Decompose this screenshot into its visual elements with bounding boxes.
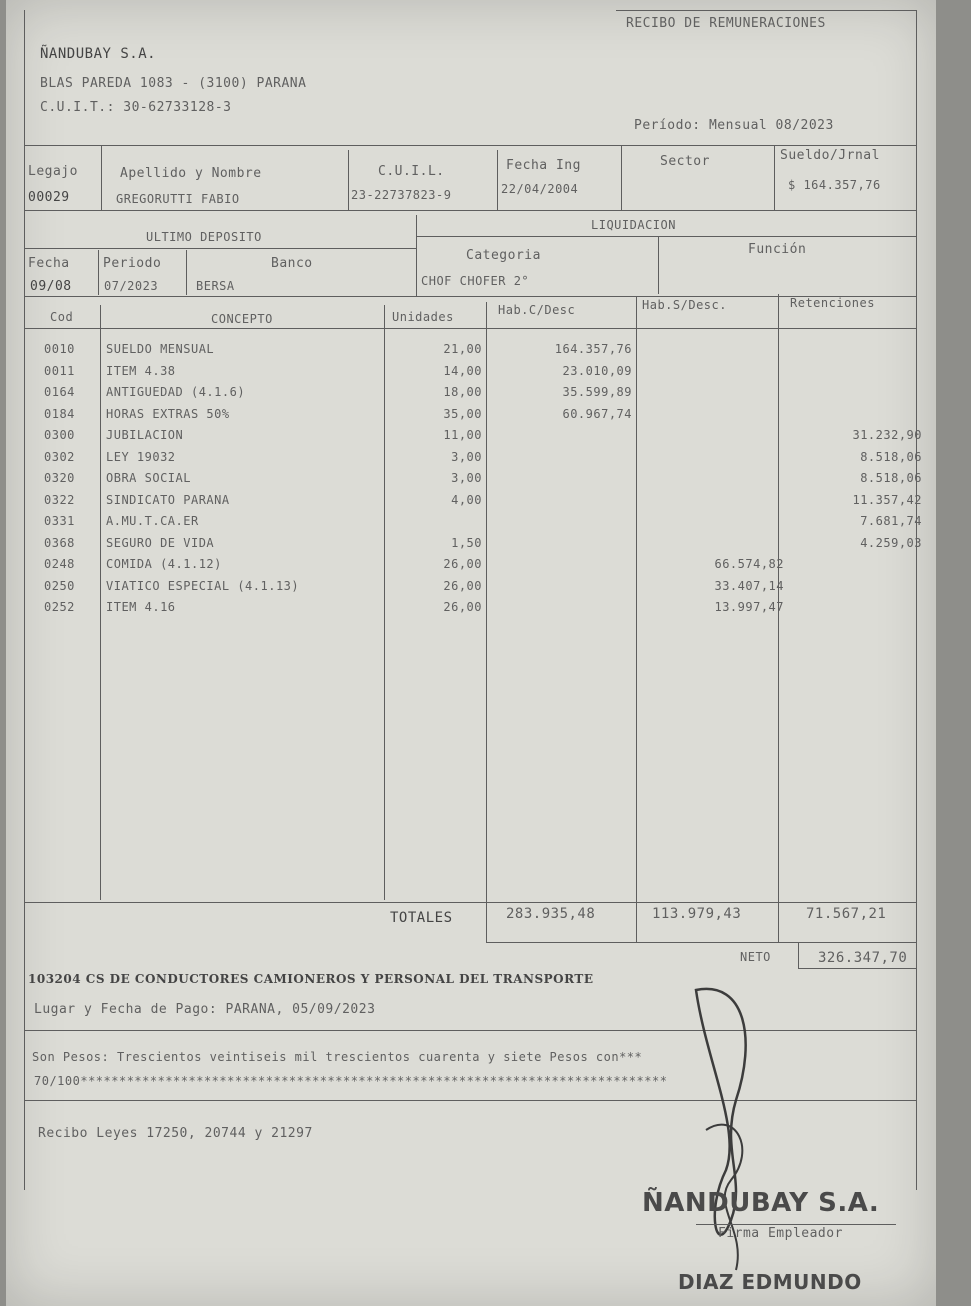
- convenio-text: 103204 CS DE CONDUCTORES CAMIONEROS Y PERSONAL DEL TRANSPORTE: [28, 972, 594, 986]
- row-retenciones: 8.518,06: [860, 471, 922, 485]
- row-cod: 0320: [44, 471, 75, 485]
- total-retenciones: 71.567,21: [806, 906, 887, 922]
- col-hab-con-header: Hab.C/Desc: [498, 303, 576, 317]
- neto-value: 326.347,70: [818, 950, 908, 966]
- stamp-name: DIAZ EDMUNDO: [678, 1270, 862, 1294]
- fecha-ing-label: Fecha Ing: [506, 158, 581, 173]
- table-row: [6, 600, 936, 622]
- firma-empleador-label: Firma Empleador: [718, 1226, 843, 1241]
- row-cod: 0248: [44, 557, 75, 571]
- deposito-periodo-label: Periodo: [103, 256, 162, 271]
- table-row: [6, 536, 936, 558]
- company-address: BLAS PAREDA 1083 - (3100) PARANA: [40, 76, 307, 91]
- table-row: [6, 493, 936, 515]
- row-retenciones: 7.681,74: [860, 514, 922, 528]
- frame-top: [616, 10, 916, 11]
- row-cod: 0300: [44, 428, 75, 442]
- table-row: [6, 450, 936, 472]
- col-concepto-header: CONCEPTO: [211, 312, 273, 326]
- row-hab-con: 164.357,76: [554, 342, 632, 356]
- table-row: [6, 471, 936, 493]
- row-unidades: 35,00: [443, 406, 482, 421]
- table-row: [6, 557, 936, 579]
- row-hab-sin: 33.407,14: [714, 578, 784, 593]
- son-pesos-line-1: Son Pesos: Trescientos veintiseis mil trescientos cuarenta y siete Pesos con***: [32, 1050, 643, 1064]
- row-hab-con: 60.967,74: [562, 406, 632, 421]
- row-cod: 0250: [44, 578, 75, 593]
- row-hab-con: 23.010,09: [562, 363, 632, 378]
- row-retenciones: 8.518,06: [860, 449, 922, 464]
- row-concepto: A.MU.T.CA.ER: [106, 514, 199, 528]
- row-unidades: 18,00: [443, 385, 482, 399]
- payslip-paper: [6, 0, 936, 1306]
- table-row: [6, 364, 936, 386]
- employee-bottom-line: [24, 210, 916, 211]
- table-row: [6, 514, 936, 536]
- concept-rows: [6, 342, 936, 622]
- row-unidades: 14,00: [443, 363, 482, 378]
- row-concepto: LEY 19032: [106, 449, 176, 464]
- deposito-fecha-value: 09/08: [30, 279, 72, 294]
- total-hab-sin: 113.979,43: [652, 906, 742, 922]
- categoria-value: CHOF CHOFER 2°: [421, 274, 530, 288]
- son-pesos-line-2: 70/100****************************************************************************: [34, 1074, 668, 1088]
- row-cod: 0164: [44, 385, 75, 399]
- row-concepto: OBRA SOCIAL: [106, 471, 191, 485]
- row-concepto: JUBILACION: [106, 428, 184, 442]
- row-cod: 0331: [44, 514, 75, 528]
- col-hab-sin-header: Hab.S/Desc.: [642, 298, 727, 312]
- lugar-fecha-pago: Lugar y Fecha de Pago: PARANA, 05/09/2023: [34, 1002, 376, 1017]
- row-unidades: 11,00: [443, 428, 482, 442]
- row-unidades: 4,00: [451, 492, 482, 507]
- table-row: [6, 385, 936, 407]
- col-unidades-header: Unidades: [392, 310, 454, 324]
- row-cod: 0252: [44, 600, 75, 614]
- row-cod: 0302: [44, 449, 75, 464]
- row-hab-con: 35.599,89: [562, 385, 632, 399]
- col-cod-header: Cod: [50, 310, 74, 324]
- total-hab-con: 283.935,48: [506, 906, 596, 922]
- col-retenciones-header: Retenciones: [790, 296, 875, 310]
- row-concepto: SINDICATO PARANA: [106, 492, 230, 507]
- row-concepto: VIATICO ESPECIAL (4.1.13): [106, 578, 300, 593]
- stamp-company: ÑANDUBAY S.A.: [642, 1188, 880, 1218]
- nombre-value: GREGORUTTI FABIO: [116, 192, 240, 206]
- funcion-label: Función: [748, 242, 807, 257]
- row-cod: 0368: [44, 535, 75, 550]
- row-unidades: 26,00: [443, 557, 482, 571]
- legajo-value: 00029: [28, 190, 70, 205]
- deposito-periodo-value: 07/2023: [104, 279, 159, 293]
- company-cuit: C.U.I.T.: 30-62733128-3: [40, 100, 232, 115]
- sector-label: Sector: [660, 154, 710, 169]
- row-unidades: 26,00: [443, 578, 482, 593]
- deposito-fecha-label: Fecha: [28, 256, 70, 271]
- row-unidades: 26,00: [443, 600, 482, 614]
- row-cod: 0010: [44, 342, 75, 356]
- recibo-leyes: Recibo Leyes 17250, 20744 y 21297: [38, 1126, 313, 1141]
- table-row: [6, 407, 936, 429]
- nombre-label: Apellido y Nombre: [120, 166, 262, 181]
- recibo-title: RECIBO DE REMUNERACIONES: [626, 16, 826, 31]
- cuil-value: 23-22737823-9: [351, 188, 452, 202]
- fecha-ing-value: 22/04/2004: [501, 182, 579, 196]
- table-row: [6, 342, 936, 364]
- row-concepto: SUELDO MENSUAL: [106, 342, 215, 356]
- legajo-label: Legajo: [28, 164, 78, 179]
- row-unidades: 1,50: [451, 535, 482, 550]
- deposito-banco-label: Banco: [271, 256, 313, 271]
- neto-label: NETO: [740, 950, 771, 964]
- period-label: Período: Mensual 08/2023: [634, 118, 834, 133]
- company-name: ÑANDUBAY S.A.: [40, 46, 157, 62]
- row-cod: 0322: [44, 492, 75, 507]
- employee-top-line: [24, 145, 916, 146]
- row-concepto: SEGURO DE VIDA: [106, 535, 215, 550]
- table-row: [6, 428, 936, 450]
- table-row: [6, 579, 936, 601]
- categoria-label: Categoria: [466, 248, 541, 263]
- row-unidades: 3,00: [451, 471, 482, 485]
- row-unidades: 21,00: [443, 342, 482, 356]
- deposito-banco-value: BERSA: [196, 279, 235, 293]
- row-concepto: ITEM 4.38: [106, 363, 176, 378]
- totals-label: TOTALES: [390, 910, 453, 926]
- ultimo-deposito-label: ULTIMO DEPOSITO: [146, 230, 262, 244]
- row-concepto: ITEM 4.16: [106, 600, 176, 614]
- row-retenciones: 31.232,90: [852, 428, 922, 442]
- cuil-label: C.U.I.L.: [378, 164, 445, 179]
- row-cod: 0011: [44, 363, 75, 378]
- sueldo-value: $ 164.357,76: [788, 178, 881, 192]
- row-retenciones: 4.259,03: [860, 535, 922, 550]
- row-cod: 0184: [44, 406, 75, 421]
- liquidacion-label: LIQUIDACION: [591, 218, 676, 232]
- row-concepto: ANTIGUEDAD (4.1.6): [106, 385, 246, 399]
- row-retenciones: 11.357,42: [852, 492, 922, 507]
- row-concepto: COMIDA (4.1.12): [106, 557, 222, 571]
- sueldo-label: Sueldo/Jrnal: [780, 148, 880, 163]
- row-hab-sin: 66.574,82: [714, 557, 784, 571]
- row-concepto: HORAS EXTRAS 50%: [106, 406, 230, 421]
- row-hab-sin: 13.997,47: [714, 600, 784, 614]
- row-unidades: 3,00: [451, 449, 482, 464]
